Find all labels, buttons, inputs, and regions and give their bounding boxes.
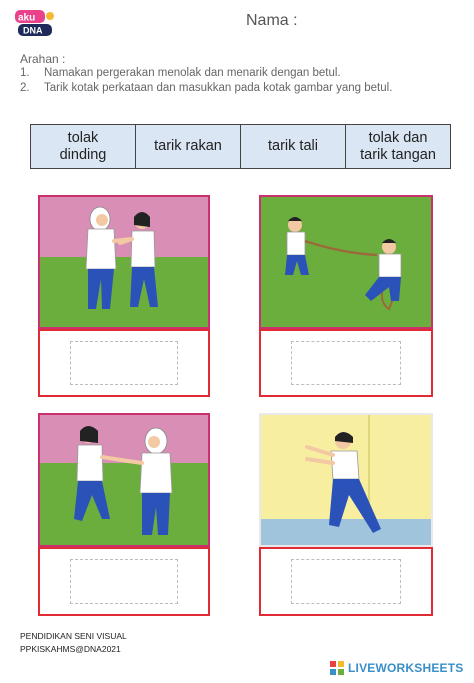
name-label: Nama :: [246, 12, 298, 29]
instruction-1: [20, 67, 341, 79]
word-4-line2: tarik tangan: [360, 146, 436, 163]
answer-box-2[interactable]: [259, 329, 433, 397]
instruction-2-text: Tarik kotak perkataan dan masukkan pada kotak gambar yang betul.: [44, 82, 393, 94]
answer-box-1[interactable]: [38, 329, 210, 397]
answer-box-4[interactable]: [259, 547, 433, 616]
answer-drop-zone-3[interactable]: [70, 559, 178, 604]
svg-text:DNA: DNA: [23, 25, 43, 36]
picture-tug-of-war: [259, 195, 433, 329]
picture-two-girls-pulling: [38, 413, 210, 547]
word-4-line1: tolak dan: [368, 129, 428, 146]
liveworksheets-logo: [330, 661, 463, 675]
liveworksheets-text: LIVEWORKSHEETS: [348, 661, 464, 675]
word-3-line1: tarik tali: [268, 138, 318, 155]
word-tarik-rakan[interactable]: [136, 125, 241, 168]
answer-box-3[interactable]: [38, 547, 210, 616]
word-2-line1: tarik rakan: [154, 138, 222, 155]
liveworksheets-icon: [330, 661, 344, 675]
instructions-title: Arahan :: [20, 52, 66, 66]
answer-drop-zone-2[interactable]: [291, 341, 401, 385]
instruction-2-number: 2.: [20, 82, 30, 94]
picture-boy-pushing-wall: [259, 413, 433, 547]
footer-subject: PENDIDIKAN SENI VISUAL: [20, 631, 127, 641]
word-tarik-tali[interactable]: [241, 125, 346, 168]
instruction-1-text: Namakan pergerakan menolak dan menarik dengan betul.: [44, 67, 341, 79]
word-1-line1: tolak: [67, 129, 99, 146]
instruction-1-number: 1.: [20, 67, 30, 79]
word-bank: [30, 124, 451, 169]
word-1-line2: dinding: [59, 146, 107, 163]
picture-two-girls-pushing: [38, 195, 210, 329]
instruction-2: [20, 82, 392, 94]
answer-drop-zone-1[interactable]: [70, 341, 178, 385]
word-tolak-dinding[interactable]: [31, 125, 136, 168]
word-tolak-dan-tarik-tangan[interactable]: [346, 125, 450, 168]
svg-text:aku: aku: [18, 12, 36, 24]
answer-drop-zone-4[interactable]: [291, 559, 401, 604]
aku-dna-logo: [14, 8, 58, 38]
footer-credit: PPKISKAHMS@DNA2021: [20, 644, 121, 654]
